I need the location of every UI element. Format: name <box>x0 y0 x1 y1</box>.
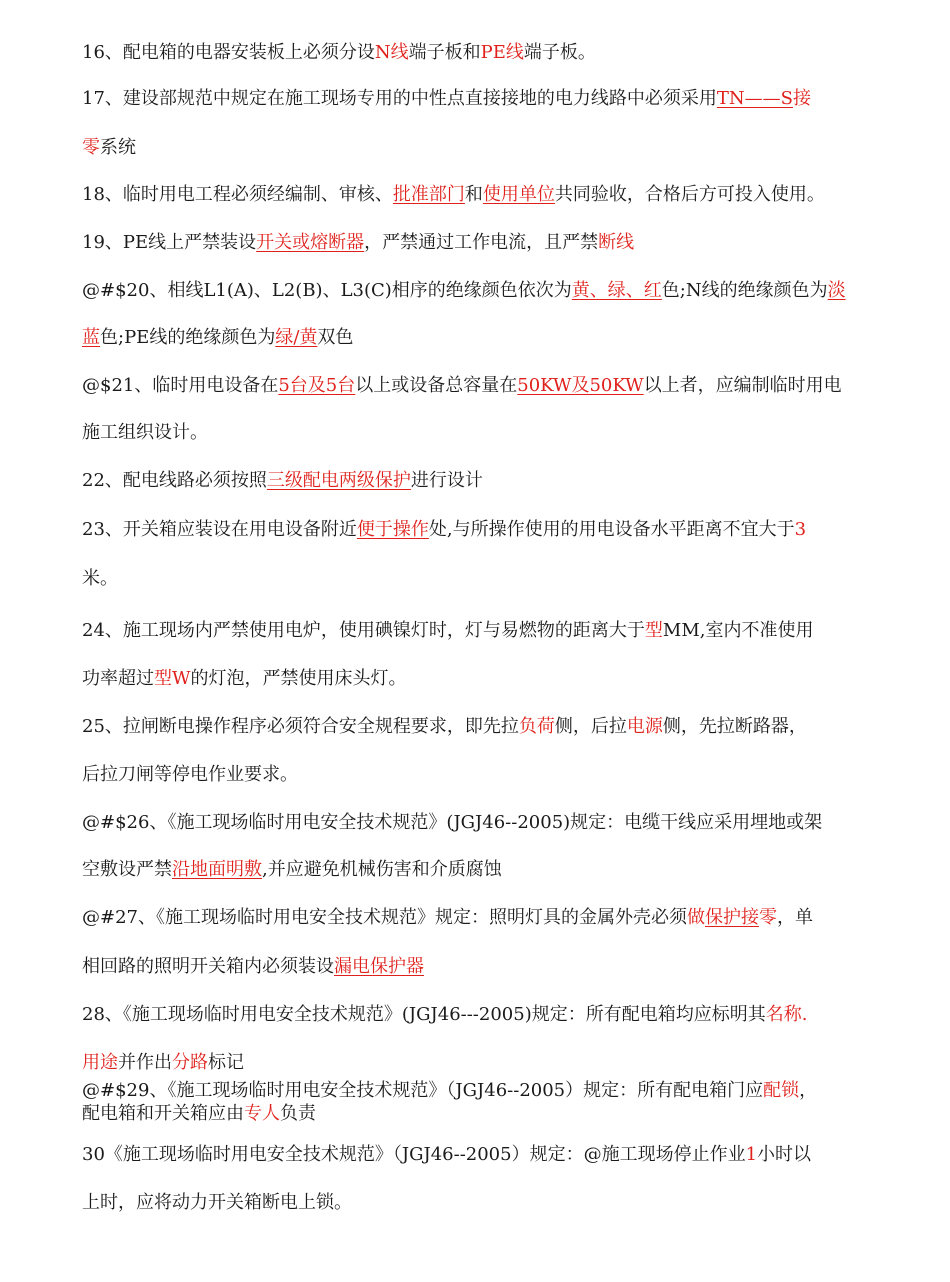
body-text: 以上者，应编制临时用电 <box>643 375 842 396</box>
body-text: 22、配电线路必须按照 <box>82 470 267 491</box>
answer-text: 保护接 <box>704 907 759 928</box>
body-text: 后拉刀闸等停电作业要求。 <box>82 764 298 785</box>
answer-text: 零 <box>758 907 777 928</box>
answer-text: 漏电保护器 <box>334 956 424 977</box>
answer-text: PE线 <box>480 42 524 63</box>
answer-text: 电源 <box>626 716 663 737</box>
text-line <box>82 40 596 66</box>
body-text: 的灯泡，严禁使用床头灯。 <box>190 668 407 689</box>
body-text: @#$20、相线L1(A)、L2(B)、L3(C)相序的绝缘颜色依次为 <box>82 280 572 301</box>
answer-text: 绿/黄 <box>275 327 318 348</box>
text-line <box>82 230 634 256</box>
text-line <box>82 373 842 399</box>
body-text: 30《施工现场临时用电安全技术规范》（JGJ46--2005）规定：@施工现场停止作业 <box>82 1144 746 1165</box>
answer-text: 批准部门 <box>392 184 465 205</box>
answer-text: 开关或熔断器 <box>256 232 365 253</box>
answer-text: 分路 <box>172 1052 208 1073</box>
text-line <box>82 566 118 592</box>
body-text: 进行设计 <box>410 470 483 491</box>
body-text: ， <box>799 1080 818 1101</box>
answer-text: 便于操作 <box>356 519 429 540</box>
text-line <box>82 810 822 836</box>
body-text: 系统 <box>100 137 136 158</box>
text-line <box>82 714 807 740</box>
body-text: @#27、《施工现场临时用电安全技术规范》规定：照明灯具的金属外壳必须 <box>82 907 687 928</box>
answer-text: 沿地面明敷 <box>172 859 262 880</box>
answer-text: 黄、绿、红 <box>571 280 662 301</box>
body-text: 侧，先拉断路器， <box>662 716 807 737</box>
answer-text: 型 <box>644 620 663 641</box>
body-text: ，严禁通过工作电流，且严禁 <box>364 232 599 253</box>
answer-text: 1 <box>745 1144 758 1165</box>
body-text: @$21、临时用电设备在 <box>82 375 279 396</box>
answer-text: 负荷 <box>518 716 555 737</box>
body-text: 小时以 <box>757 1144 812 1165</box>
text-line <box>82 325 353 351</box>
answer-text: 5台及5台 <box>278 375 356 396</box>
body-text: 侧，后拉 <box>554 716 627 737</box>
text-line <box>82 618 814 644</box>
text-line <box>82 666 407 692</box>
text-line <box>82 1101 316 1127</box>
text-line <box>82 857 502 883</box>
text-line <box>82 954 424 980</box>
answer-text: 断线 <box>598 232 635 253</box>
body-text: 28、《施工现场临时用电安全技术规范》(JGJ46---2005)规定：所有配电箱均应标明其 <box>82 1004 766 1025</box>
text-line <box>82 468 483 494</box>
text-line <box>82 182 825 208</box>
body-text: 施工组织设计。 <box>82 422 208 443</box>
answer-text: TN——S <box>716 88 793 109</box>
answer-text: 用途 <box>82 1052 118 1073</box>
text-line <box>82 420 208 446</box>
answer-text: 蓝 <box>82 327 100 348</box>
answer-text: 50KW及50KW <box>517 375 644 396</box>
body-text: MM,室内不准使用 <box>662 620 814 641</box>
body-text: ,并应避免机械伤害和介质腐蚀 <box>262 859 502 880</box>
body-text: ，单 <box>776 907 813 928</box>
body-text: 负责 <box>280 1103 316 1124</box>
body-text: 双色 <box>317 327 354 348</box>
body-text: 和 <box>464 184 483 205</box>
body-text: @#$29、《施工现场临时用电安全技术规范》（JGJ46--2005）规定：所有配电箱门应 <box>82 1080 764 1101</box>
answer-text: 三级配电两级保护 <box>266 470 411 491</box>
body-text: 处,与所操作使用的用电设备水平距离不宜大于 <box>428 519 795 540</box>
answer-text: 专人 <box>244 1103 280 1124</box>
text-line <box>82 1142 811 1168</box>
body-text: 17、建设部规范中规定在施工现场专用的中性点直接接地的电力线路中必须采用 <box>82 88 717 109</box>
text-line <box>82 278 846 304</box>
text-line <box>82 1002 807 1028</box>
body-text: 米。 <box>82 568 118 589</box>
body-text: 端子板。 <box>523 42 596 63</box>
answer-text: 接 <box>793 88 811 109</box>
body-text: 24、施工现场内严禁使用电炉，使用碘镍灯时，灯与易燃物的距离大于 <box>82 620 645 641</box>
body-text: 功率超过 <box>82 668 154 689</box>
body-text: 25、拉闸断电操作程序必须符合安全规程要求，即先拉 <box>82 716 519 737</box>
body-text: 上时，应将动力开关箱断电上锁。 <box>82 1192 352 1213</box>
answer-text: 3 <box>794 519 807 540</box>
text-line <box>82 1190 352 1216</box>
answer-text: 淡 <box>827 280 846 301</box>
answer-text: 做 <box>686 907 705 928</box>
answer-text: 名称. <box>765 1004 808 1025</box>
body-text: 色;PE线的绝缘颜色为 <box>100 327 276 348</box>
body-text: 16、配电箱的电器安装板上必须分设 <box>82 42 375 63</box>
body-text: 18、临时用电工程必须经编制、审核、 <box>82 184 393 205</box>
answer-text: 型W <box>154 668 191 689</box>
body-text: 配电箱和开关箱应由 <box>82 1103 244 1124</box>
body-text: 端子板和 <box>408 42 481 63</box>
text-line <box>82 135 136 161</box>
body-text: 19、PE线上严禁装设 <box>82 232 257 253</box>
text-line <box>82 762 298 788</box>
text-line <box>82 86 811 112</box>
body-text: 相回路的照明开关箱内必须装设 <box>82 956 334 977</box>
answer-text: 配锁 <box>763 1080 800 1101</box>
text-line <box>82 905 813 931</box>
body-text: 23、开关箱应装设在用电设备附近 <box>82 519 357 540</box>
answer-text: 使用单位 <box>482 184 555 205</box>
answer-text: 零 <box>82 137 100 158</box>
body-text: 以上或设备总容量在 <box>355 375 518 396</box>
answer-text: N线 <box>374 42 409 63</box>
body-text: 色;N线的绝缘颜色为 <box>661 280 828 301</box>
body-text: 并作出 <box>118 1052 172 1073</box>
body-text: @#$26、《施工现场临时用电安全技术规范》(JGJ46--2005)规定：电缆干线应采用埋地或架 <box>82 812 823 833</box>
text-line <box>82 1050 244 1076</box>
body-text: 共同验收，合格后方可投入使用。 <box>554 184 825 205</box>
text-line <box>82 517 806 543</box>
body-text: 空敷设严禁 <box>82 859 172 880</box>
body-text: 标记 <box>208 1052 244 1073</box>
